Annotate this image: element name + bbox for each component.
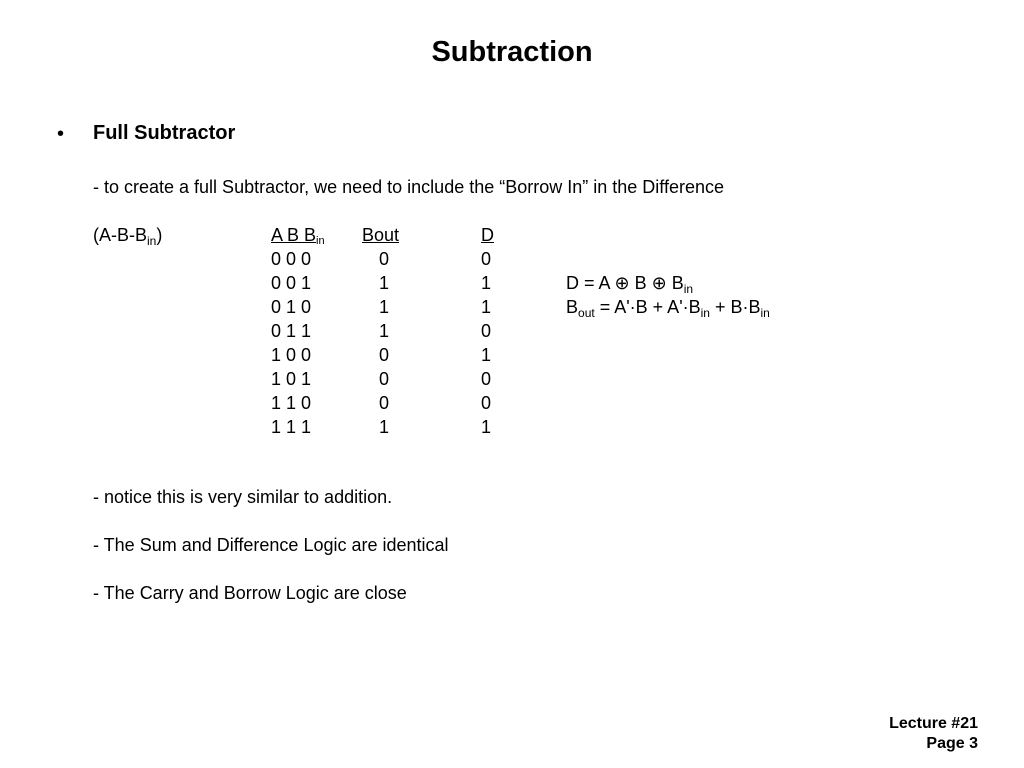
- footer-page: Page 3: [926, 735, 978, 752]
- table-row-d: 1: [481, 297, 492, 317]
- table-header-d: D: [481, 225, 494, 245]
- table-row-abc: 1 0 0: [271, 345, 312, 365]
- table-row-bout: 0: [378, 369, 390, 389]
- xor-symbol: ⊕: [614, 273, 630, 293]
- table-row-d: 0: [481, 393, 492, 413]
- table-row-abc: 0 0 0: [271, 249, 312, 269]
- note-similar-to-addition: - notice this is very similar to addition.: [93, 487, 393, 507]
- table-row-d: 0: [481, 321, 492, 341]
- table-row-d: 0: [481, 249, 492, 269]
- table-row-abc: 0 1 1: [271, 321, 312, 341]
- table-row-bout: 1: [378, 321, 390, 341]
- note-sum-difference: - The Sum and Difference Logic are identical: [93, 535, 449, 555]
- table-row-d: 1: [481, 273, 492, 293]
- table-row-abc: 1 1 0: [271, 393, 312, 413]
- section-heading: Full Subtractor: [93, 122, 236, 144]
- table-row-d: 1: [481, 417, 492, 437]
- table-row-d: 1: [481, 345, 492, 365]
- note-carry-borrow: - The Carry and Borrow Logic are close: [93, 583, 407, 603]
- difference-equation: D = A ⊕ B ⊕ $B_{in}$: [566, 273, 694, 296]
- bullet-marker: •: [57, 123, 65, 145]
- table-row-abc: 1 1 1: [271, 417, 312, 437]
- table-row-bout: 0: [378, 393, 390, 413]
- footer-lecture: Lecture #21: [889, 715, 978, 732]
- table-header-abc: A B $B_{in}$: [271, 225, 325, 247]
- table-row-bout: 0: [378, 345, 390, 365]
- table-row-bout: 1: [378, 273, 390, 293]
- table-row-abc: 0 1 0: [271, 297, 312, 317]
- table-row-bout: 1: [378, 417, 390, 437]
- table-row-abc: 0 0 1: [271, 273, 312, 293]
- intro-text: - to create a full Subtractor, we need to include the “Borrow In” in the Difference: [93, 177, 725, 197]
- xor-symbol: ⊕: [651, 273, 667, 293]
- table-row-abc: 1 0 1: [271, 369, 312, 389]
- borrow-out-equation: $B_{out} = A'\cdot B + A'\cdot B_{in} + B\cdot B_{in}$: [566, 297, 770, 320]
- table-row-d: 0: [481, 369, 492, 389]
- table-row-bout: 1: [378, 297, 390, 317]
- table-header-bout: Bout: [362, 225, 400, 245]
- slide-title: Subtraction: [431, 36, 593, 68]
- table-row-bout: 0: [378, 249, 390, 269]
- expression-label: $(A-B-B_{in})$: [93, 225, 163, 248]
